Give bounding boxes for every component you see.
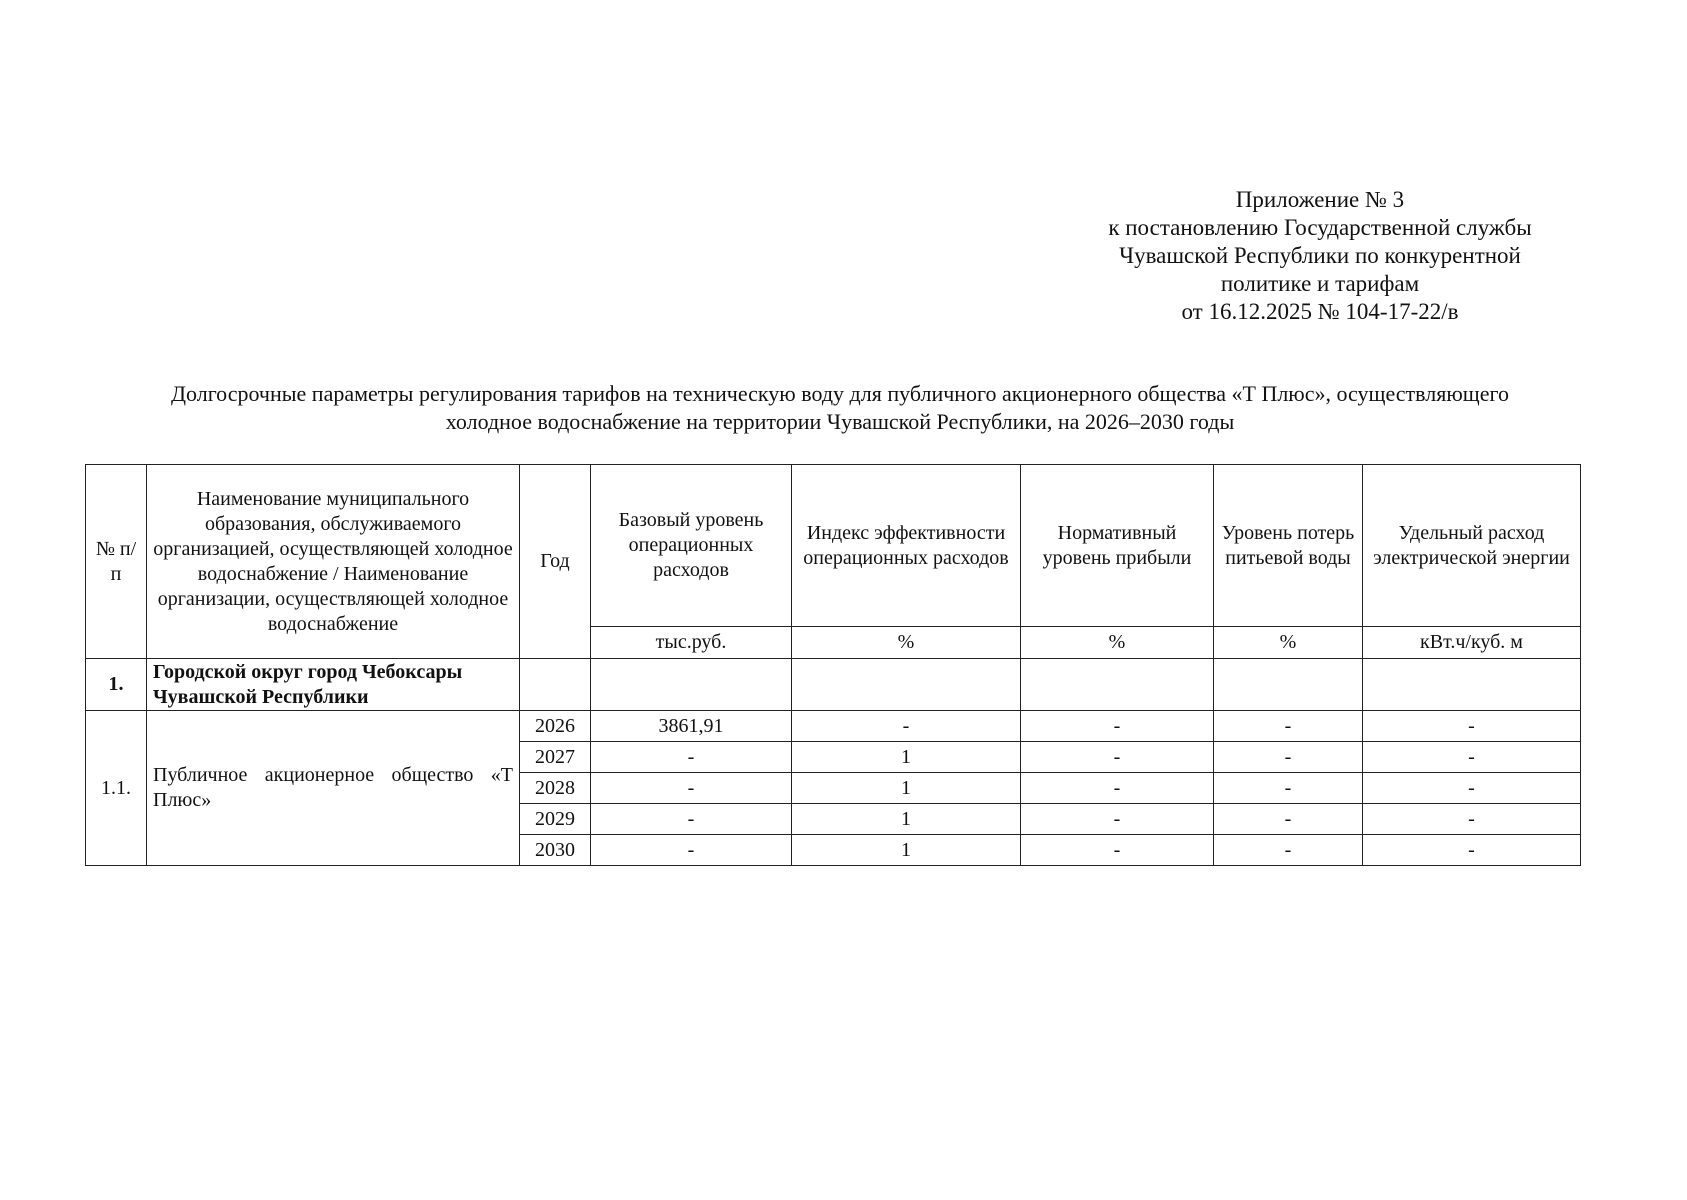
base-opex-cell: 3861,91 (591, 711, 792, 742)
unit-water-loss: % (1214, 627, 1363, 659)
energy-consumption-cell: - (1363, 835, 1581, 866)
empty-cell (520, 659, 591, 711)
base-opex-cell: - (591, 773, 792, 804)
year-cell: 2030 (520, 835, 591, 866)
unit-efficiency-index: % (792, 627, 1021, 659)
energy-consumption-cell: - (1363, 711, 1581, 742)
appendix-line: Чувашской Республики по конкурентной (1119, 243, 1521, 268)
water-loss-cell: - (1214, 742, 1363, 773)
title-line: холодное водоснабжение на территории Чувашской Республики, на 2026–2030 годы (445, 409, 1235, 434)
base-opex-cell: - (591, 804, 792, 835)
header-name: Наименование муниципального образования, обслуживаемого организацией, осуществляющей холодное водоснабжение / Наименование организации, осуществляющей холодное водоснабжение (147, 465, 520, 659)
section-name: Городской округ город Чебоксары Чувашской Республики (147, 659, 520, 711)
empty-cell (591, 659, 792, 711)
table-row (86, 711, 1581, 742)
header-normative-profit: Нормативный уровень прибыли (1021, 465, 1214, 627)
appendix-line: от 16.12.2025 № 104-17-22/в (1181, 299, 1459, 324)
org-name: Публичное акционерное общество «Т Плюс» (147, 711, 520, 866)
efficiency-index-cell: 1 (792, 742, 1021, 773)
empty-cell (1021, 659, 1214, 711)
appendix-line: Приложение № 3 (1235, 187, 1405, 212)
water-loss-cell: - (1214, 835, 1363, 866)
header-base-opex: Базовый уровень операционных расходов (591, 465, 792, 627)
document-title (60, 380, 1620, 436)
efficiency-index-cell: 1 (792, 804, 1021, 835)
unit-base-opex: тыс.руб. (591, 627, 792, 659)
water-loss-cell: - (1214, 804, 1363, 835)
year-cell: 2026 (520, 711, 591, 742)
normative-profit-cell: - (1021, 773, 1214, 804)
energy-consumption-cell: - (1363, 773, 1581, 804)
parameters-table (85, 464, 1581, 866)
water-loss-cell: - (1214, 773, 1363, 804)
unit-energy-consumption: кВт.ч/куб. м (1363, 627, 1581, 659)
normative-profit-cell: - (1021, 804, 1214, 835)
efficiency-index-cell: - (792, 711, 1021, 742)
normative-profit-cell: - (1021, 835, 1214, 866)
header-row (86, 465, 1581, 627)
appendix-block (1060, 186, 1580, 326)
header-num: № п/п (86, 465, 147, 659)
energy-consumption-cell: - (1363, 804, 1581, 835)
section-row (86, 659, 1581, 711)
year-cell: 2028 (520, 773, 591, 804)
appendix-line: к постановлению Государственной службы (1108, 215, 1532, 240)
appendix-line: политике и тарифам (1220, 271, 1420, 296)
normative-profit-cell: - (1021, 742, 1214, 773)
title-line: Долгосрочные параметры регулирования тарифов на техническую воду для публичного акционерного общества «Т Плюс», осуществляющего (171, 381, 1509, 406)
empty-cell (792, 659, 1021, 711)
year-cell: 2027 (520, 742, 591, 773)
org-num: 1.1. (86, 711, 147, 866)
header-efficiency-index: Индекс эффективности операционных расходов (792, 465, 1021, 627)
base-opex-cell: - (591, 835, 792, 866)
normative-profit-cell: - (1021, 711, 1214, 742)
efficiency-index-cell: 1 (792, 835, 1021, 866)
water-loss-cell: - (1214, 711, 1363, 742)
base-opex-cell: - (591, 742, 792, 773)
empty-cell (1214, 659, 1363, 711)
header-year: Год (520, 465, 591, 659)
year-cell: 2029 (520, 804, 591, 835)
energy-consumption-cell: - (1363, 742, 1581, 773)
empty-cell (1363, 659, 1581, 711)
section-num: 1. (86, 659, 147, 711)
header-energy-consumption: Удельный расход электрической энергии (1363, 465, 1581, 627)
header-water-loss: Уровень потерь питьевой воды (1214, 465, 1363, 627)
unit-normative-profit: % (1021, 627, 1214, 659)
efficiency-index-cell: 1 (792, 773, 1021, 804)
